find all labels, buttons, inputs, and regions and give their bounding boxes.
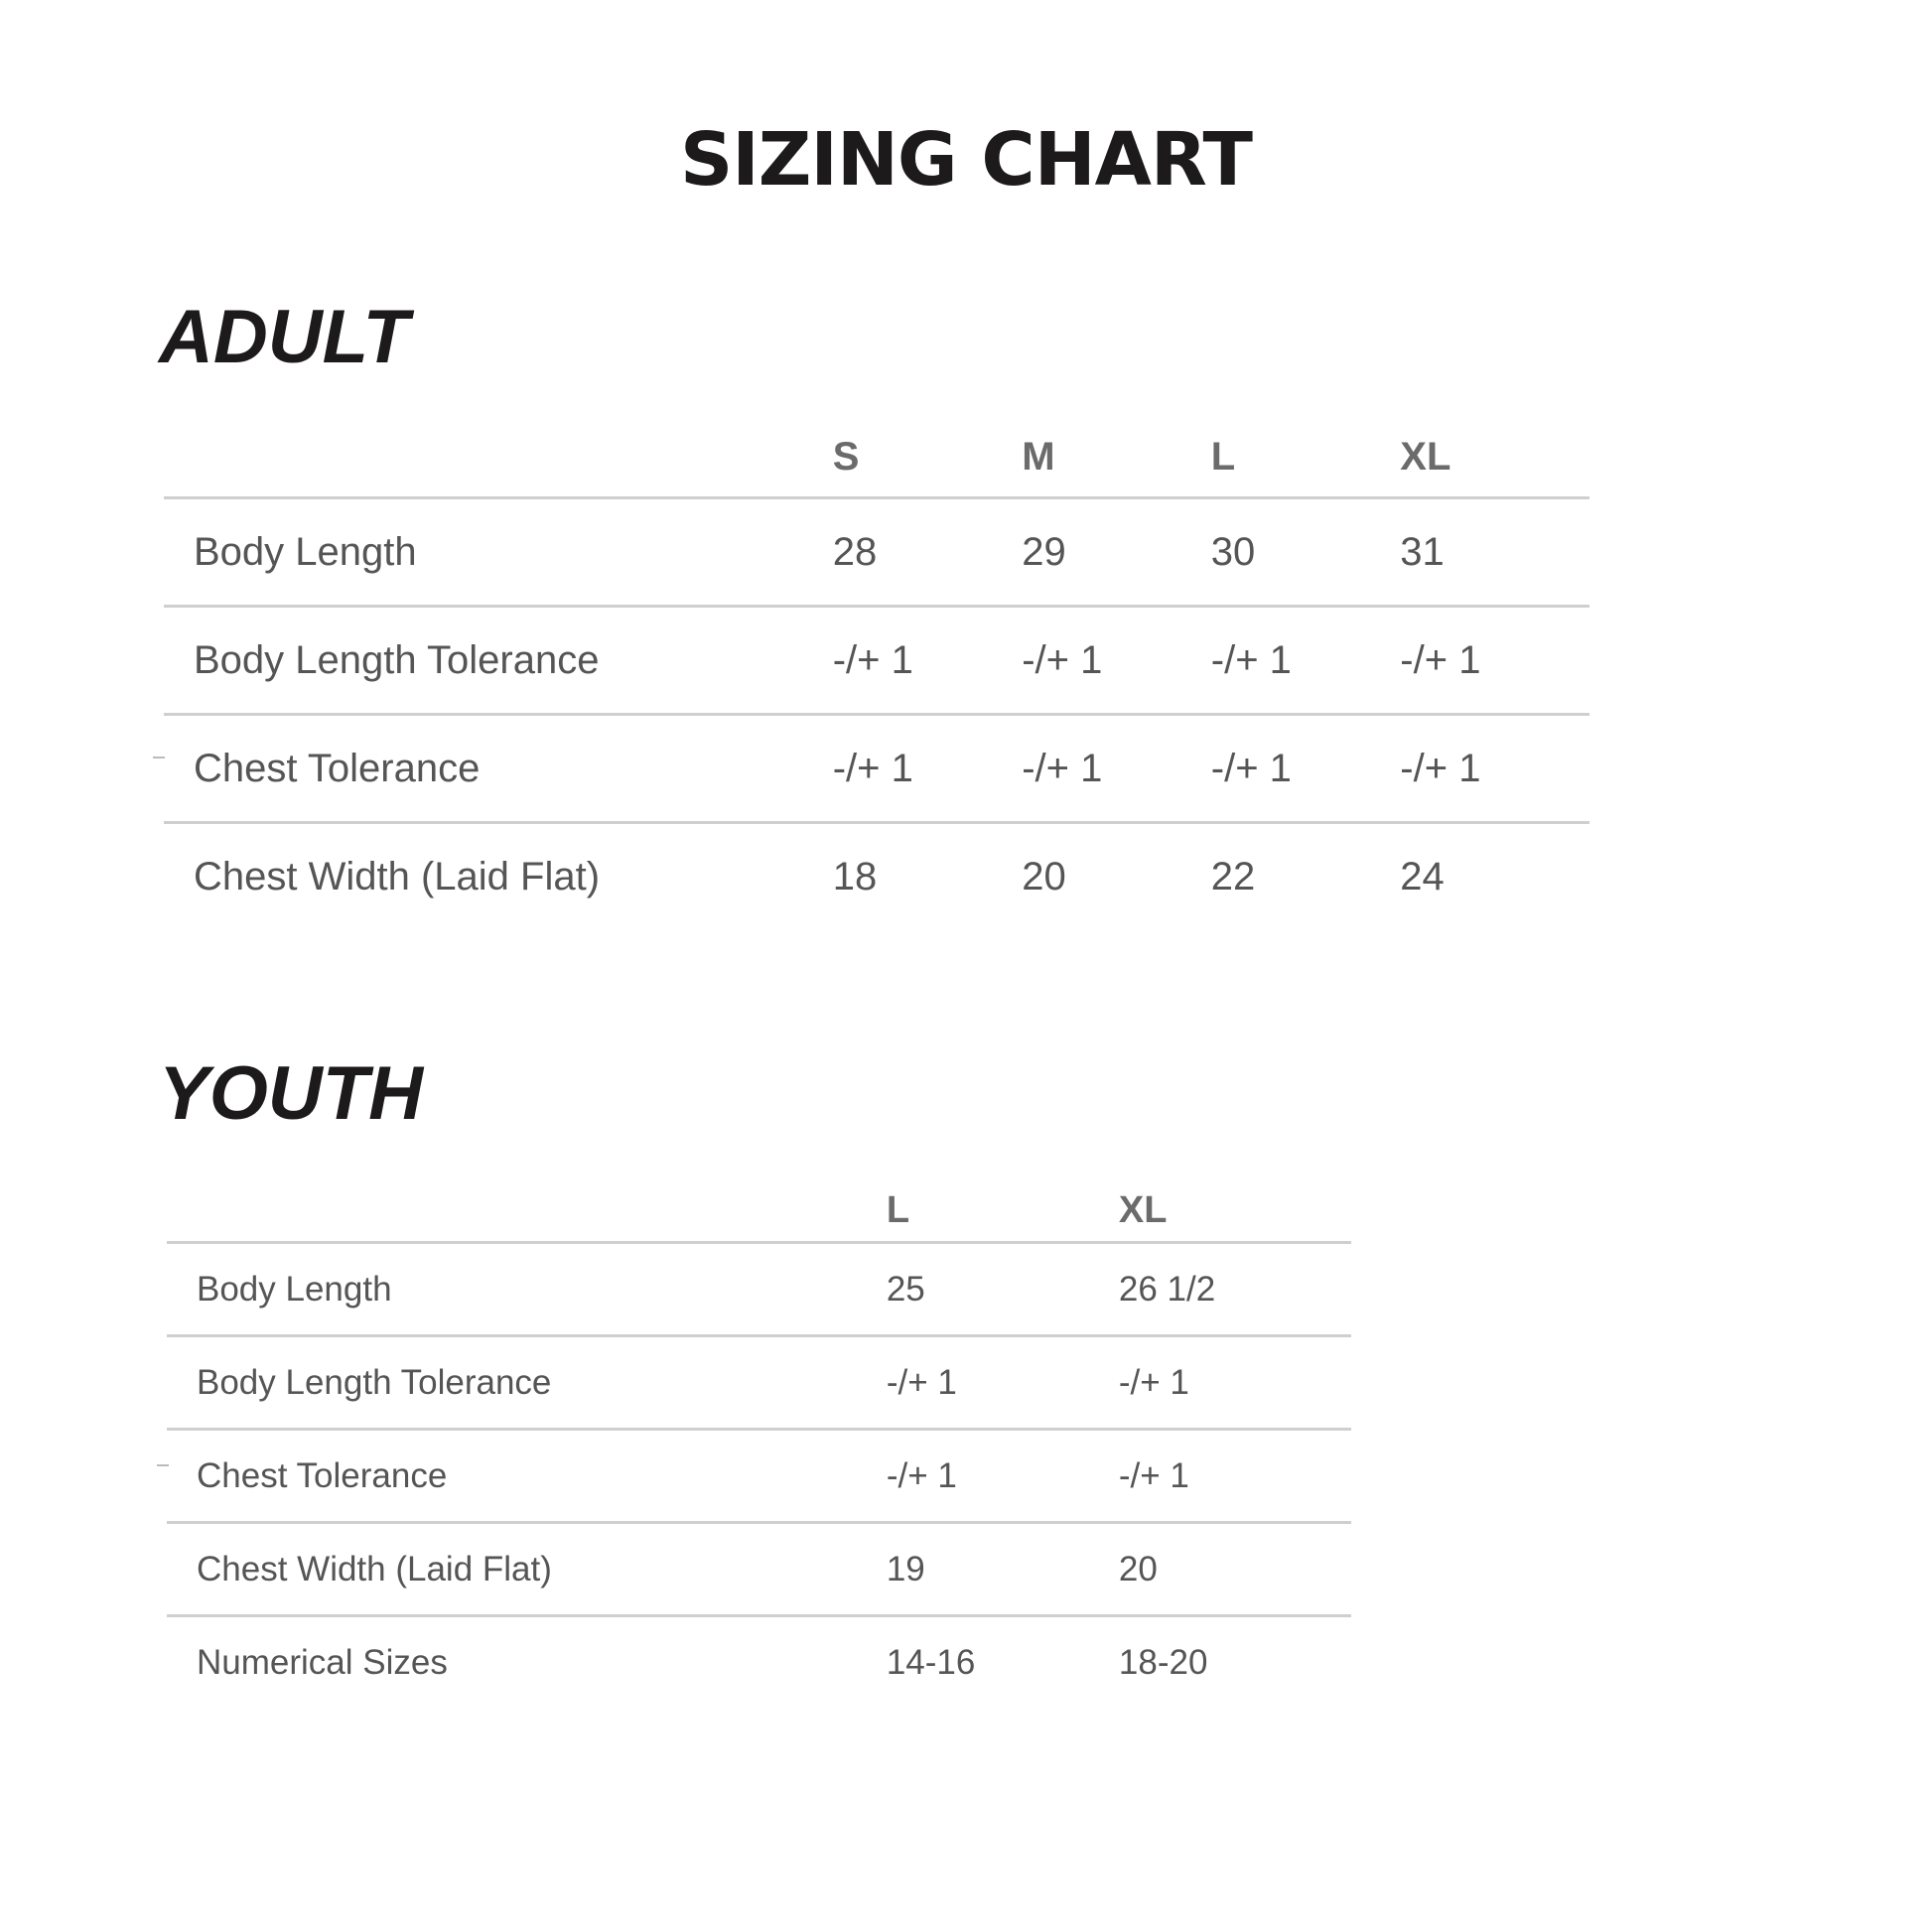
cell-value: -/+ 1 bbox=[1400, 607, 1589, 715]
cell-value: 24 bbox=[1400, 823, 1589, 930]
header-size-xl: XL bbox=[1119, 1186, 1351, 1243]
table-row bbox=[167, 1243, 1351, 1336]
row-label: Body Length bbox=[194, 529, 417, 574]
cell-value: 18-20 bbox=[1119, 1616, 1351, 1709]
cell-value: -/+ 1 bbox=[833, 715, 1023, 823]
page-title: SIZING CHART bbox=[679, 117, 1253, 203]
cell-value: -/+ 1 bbox=[1119, 1430, 1351, 1523]
cell-value: -/+ 1 bbox=[887, 1430, 1119, 1523]
cell-value: 19 bbox=[887, 1523, 1119, 1616]
cell-value: 30 bbox=[1210, 529, 1256, 574]
row-label: Chest Tolerance bbox=[167, 1430, 887, 1523]
row-label: Numerical Sizes bbox=[167, 1616, 887, 1709]
row-label: Chest Width (Laid Flat) bbox=[167, 1523, 887, 1616]
table-row bbox=[167, 1430, 1351, 1523]
cell-value: 31 bbox=[1400, 529, 1445, 574]
cell-value: 20 bbox=[1119, 1523, 1351, 1616]
cell-value: -/+ 1 bbox=[887, 1336, 1119, 1430]
header-size-m: M bbox=[1022, 427, 1211, 498]
cell-value: -/+ 1 bbox=[1119, 1336, 1351, 1430]
cell-value: 14-16 bbox=[887, 1616, 1119, 1709]
row-label: Chest Tolerance bbox=[164, 715, 833, 823]
table-row bbox=[164, 498, 1589, 607]
cell-value: -/+ 1 bbox=[1022, 715, 1211, 823]
table-row bbox=[167, 1523, 1351, 1616]
header-size-s: S bbox=[833, 427, 1023, 498]
cell-value: 18 bbox=[833, 823, 1023, 930]
row-label: Body Length bbox=[197, 1269, 392, 1309]
table-header-row bbox=[167, 1186, 1351, 1243]
cell-value: 26 1/2 bbox=[1118, 1269, 1216, 1309]
youth-size-table bbox=[167, 1186, 1351, 1708]
youth-heading: YOUTH bbox=[159, 1051, 423, 1136]
header-empty bbox=[164, 427, 833, 498]
table-row bbox=[164, 607, 1589, 715]
cell-value: -/+ 1 bbox=[1400, 715, 1589, 823]
cell-value: -/+ 1 bbox=[1211, 715, 1401, 823]
header-size-xl: XL bbox=[1400, 427, 1589, 498]
cell-value: 22 bbox=[1211, 823, 1401, 930]
row-label: Chest Width (Laid Flat) bbox=[164, 823, 833, 930]
table-row bbox=[167, 1336, 1351, 1430]
header-size-l: L bbox=[1211, 427, 1401, 498]
table-row bbox=[164, 715, 1589, 823]
table-row bbox=[164, 823, 1589, 930]
row-label: Body Length Tolerance bbox=[167, 1336, 887, 1430]
adult-heading: ADULT bbox=[159, 295, 409, 379]
row-label: Body Length Tolerance bbox=[164, 607, 833, 715]
cell-value: 25 bbox=[886, 1269, 925, 1309]
cell-value: 29 bbox=[1022, 529, 1066, 574]
cell-value: -/+ 1 bbox=[833, 607, 1023, 715]
cell-value: 28 bbox=[832, 529, 878, 574]
header-empty bbox=[167, 1186, 887, 1243]
table-header-row bbox=[164, 427, 1589, 498]
header-size-l: L bbox=[887, 1186, 1119, 1243]
cell-value: -/+ 1 bbox=[1022, 607, 1211, 715]
cell-value: 20 bbox=[1022, 823, 1211, 930]
table-row bbox=[167, 1616, 1351, 1709]
adult-size-table bbox=[164, 427, 1589, 929]
cell-value: -/+ 1 bbox=[1211, 607, 1401, 715]
